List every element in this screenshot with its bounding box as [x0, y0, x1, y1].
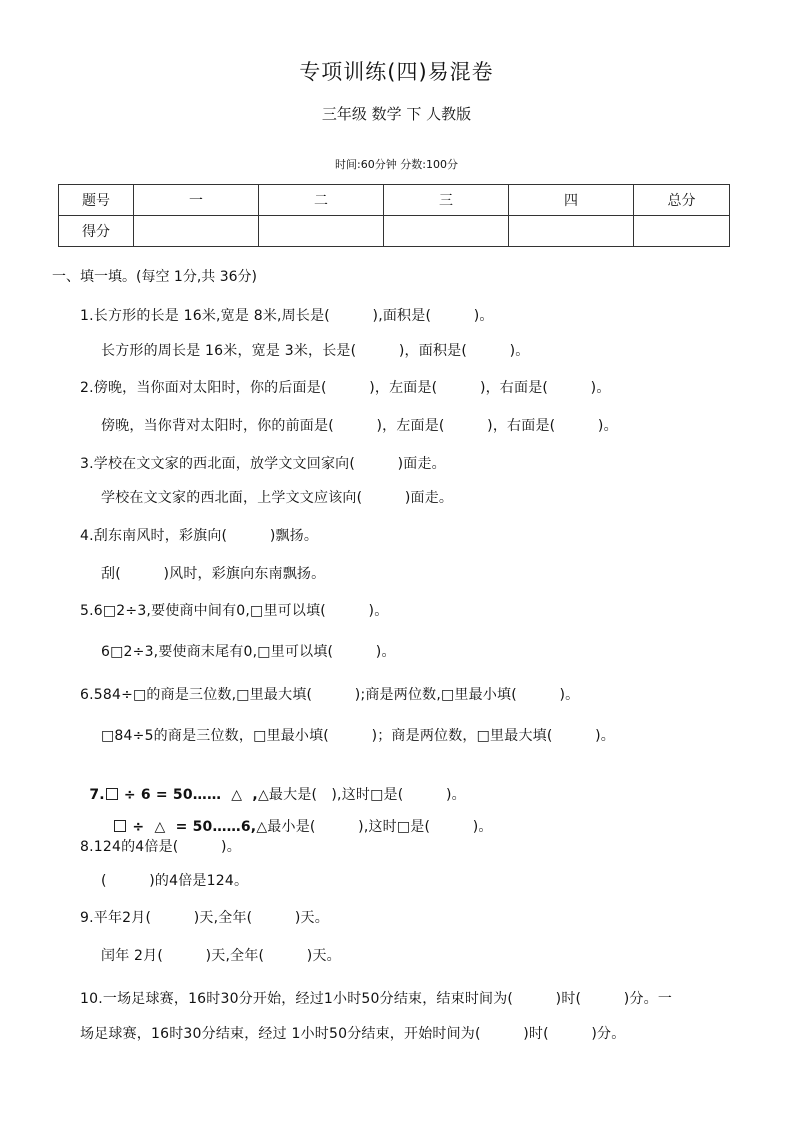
blank-square-icon [106, 788, 118, 800]
score-table [58, 184, 730, 247]
question-7b-text: △最小是( ),这时□是( )。 [256, 819, 493, 835]
score-row-label: 得分 [59, 216, 134, 247]
exam-meta: 时间:60分钟 分数:100分 [335, 158, 458, 171]
question-4b: 刮( )风时，彩旗向东南飘扬。 [101, 566, 326, 582]
score-header-cell: 二 [259, 185, 384, 216]
score-header-cell: 四 [509, 185, 634, 216]
score-entry-cell[interactable] [634, 216, 730, 247]
question-5a: 5.6□2÷3,要使商中间有0,□里可以填( )。 [80, 603, 389, 619]
question-6b: □84÷5的商是三位数，□里最小填( )；商是两位数，□里最大填( )。 [101, 728, 615, 744]
question-7a-number: 7. [89, 787, 105, 803]
question-3b: 学校在文文家的西北面，上学文文应该向( )面走。 [101, 490, 454, 506]
score-entry-cell[interactable] [384, 216, 509, 247]
score-entry-cell[interactable] [509, 216, 634, 247]
question-9b: 闰年 2月( )天,全年( )天。 [101, 948, 341, 964]
question-3a: 3.学校在文文家的西北面，放学文文回家向( )面走。 [80, 456, 446, 472]
score-entry-cell[interactable] [134, 216, 259, 247]
blank-square-icon [114, 820, 126, 832]
question-7b [104, 800, 493, 836]
score-entry-cell[interactable] [259, 216, 384, 247]
question-2b: 傍晚，当你背对太阳时，你的前面是( )，左面是( )，右面是( )。 [101, 418, 618, 434]
score-table-score-row [59, 216, 730, 247]
score-header-cell: 总分 [634, 185, 730, 216]
score-table-header-row [59, 185, 730, 216]
question-4a: 4.刮东南风时，彩旗向( )飘扬。 [80, 528, 319, 544]
score-header-cell: 题号 [59, 185, 134, 216]
question-7a-text: △最大是( ),这时□是( )。 [257, 787, 466, 803]
question-2a: 2.傍晚，当你面对太阳时，你的后面是( )，左面是( )，右面是( )。 [80, 380, 611, 396]
page-title: 专项训练(四)易混卷 [299, 60, 494, 84]
question-9a: 9.平年2月( )天,全年( )天。 [80, 910, 329, 926]
score-header-cell: 一 [134, 185, 259, 216]
question-7a [80, 768, 466, 804]
question-7b-expression: ÷ △ = 50……6, [127, 819, 257, 835]
question-6a: 6.584÷□的商是三位数,□里最大填( );商是两位数,□里最小填( )。 [80, 687, 580, 703]
question-7a-expression: ÷ 6 = 50…… △ , [118, 787, 258, 803]
question-10b: 场足球赛，16时30分结束，经过 1小时50分结束，开始时间为( )时( )分。 [80, 1026, 626, 1042]
question-8a: 8.124的4倍是( )。 [80, 839, 241, 855]
question-1a: 1.长方形的长是 16米,宽是 8米,周长是( ),面积是( )。 [80, 308, 494, 324]
question-8b: ( )的4倍是124。 [101, 873, 249, 889]
page-subtitle: 三年级 数学 下 人教版 [321, 105, 472, 123]
question-5b: 6□2÷3,要使商末尾有0,□里可以填( )。 [101, 644, 396, 660]
question-10a: 10.一场足球赛，16时30分开始，经过1小时50分结束，结束时间为( )时( )分。一 [80, 991, 673, 1007]
score-header-cell: 三 [384, 185, 509, 216]
section-heading: 一、填一填。(每空 1分,共 36分) [52, 269, 257, 285]
question-1b: 长方形的周长是 16米，宽是 3米，长是( )，面积是( )。 [101, 343, 530, 359]
